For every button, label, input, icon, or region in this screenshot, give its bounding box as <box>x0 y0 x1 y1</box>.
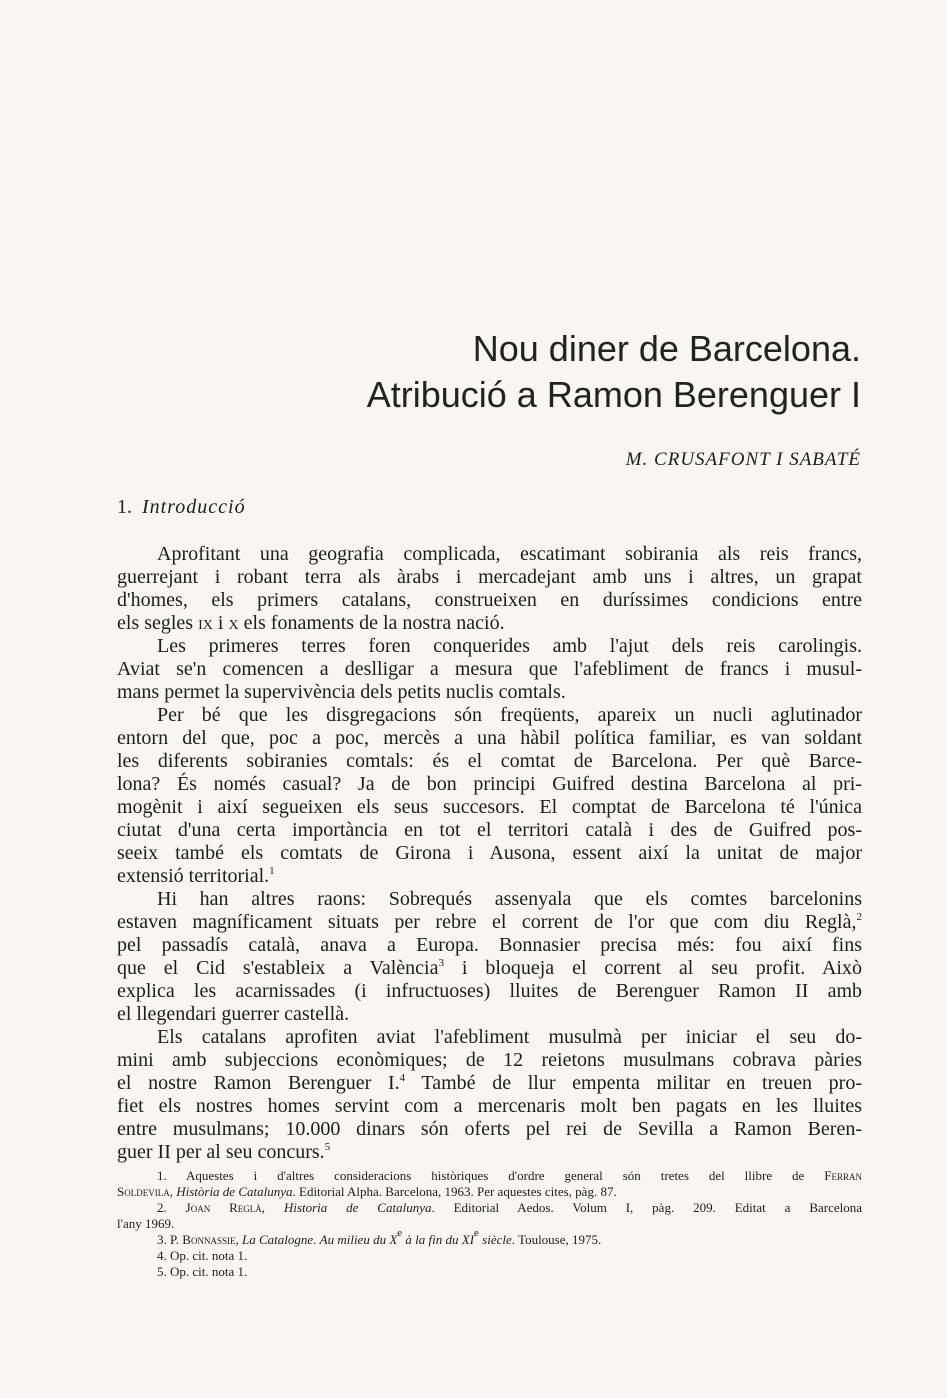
footnote-ref: 5 <box>324 1141 331 1153</box>
title-line-2: Atribució a Ramon Berenguer I <box>366 374 861 415</box>
footnote-1-cont: Soldevila, Història de Catalunya. Editorial Alpha. Barcelona, 1963. Per aquestes cites, pàg. 87. <box>117 1184 617 1199</box>
text-line: explica les acarnissades (i infructuoses) lluites de Berenguer Ramon II amb <box>117 980 862 1002</box>
text-line: seeix també els comtats de Girona i Ausona, essent així la unitat de major <box>117 842 862 864</box>
footnote-ref: 1 <box>269 865 275 877</box>
text-line: guer II per al seu concurs.$^5$ <box>117 1141 331 1163</box>
section-heading <box>117 496 246 519</box>
author-name: M. CRUSAFONT I SABATÉ <box>625 449 861 470</box>
text-line: Per bé que les disgregacions són freqüents, apareix un nucli aglutinador <box>157 704 862 726</box>
section-name: Introducció <box>142 496 246 518</box>
text-line: Aprofitant una geografia complicada, escatimant sobirania als reis francs, <box>157 543 862 565</box>
text-line: mans permet la supervivència dels petits nuclis comtals. <box>117 681 566 703</box>
text-line: guerrejant i robant terra als àrabs i mercadejant amb uns i altres, un grapat <box>117 566 862 588</box>
footnote-2: 2. Joan Reglà, Historia de Catalunya. Editorial Aedos. Volum I, pàg. 209. Editat a Barcelona <box>157 1200 863 1215</box>
text-line: mini amb subjeccions econòmiques; de 12 reietons musulmans cobrava pàries <box>117 1049 862 1071</box>
footnote-2-cont: l'any 1969. <box>117 1216 175 1231</box>
text-line: Les primeres terres foren conquerides amb l'ajut dels reis carolingis. <box>157 635 862 657</box>
text-line: entorn del que, poc a poc, mercès a una hàbil política familiar, es van soldant <box>117 727 862 749</box>
text-line: Hi han altres raons: Sobrequés assenyala que els comtes barcelonins <box>157 888 862 910</box>
text-line: el llegendari guerrer castellà. <box>117 1003 350 1025</box>
title-line-1: Nou diner de Barcelona. <box>472 328 861 369</box>
footnote-ref: 3 <box>438 957 444 969</box>
text-line: extensió territorial.$^1$ <box>117 865 275 887</box>
footnote-5: 5. Op. cit. nota 1. <box>157 1264 248 1279</box>
text-line: d'homes, els primers catalans, construeixen en duríssimes condicions entre <box>117 589 862 611</box>
footnote-4: 4. Op. cit. nota 1. <box>157 1248 248 1263</box>
article-title <box>367 326 861 418</box>
text-line: Els catalans aprofiten aviat l'afebliment musulmà per iniciar el seu do- <box>157 1026 862 1048</box>
text-line: les diferents sobiranies comtals: és el comtat de Barcelona. Per què Barce- <box>117 750 862 772</box>
text-line: lona? És només casual? Ja de bon principi Guifred destina Barcelona al pri- <box>117 773 862 795</box>
text-line: mogènit i així segueixen els seus succesors. El comptat de Barcelona té l'única <box>117 796 862 818</box>
footnote-3: 3. P. Bonnassie, La Catalogne. Au milieu du Xe à la fin du XIe siècle. Toulouse, 1975. <box>157 1227 602 1247</box>
text-line: estaven magníficament situats per rebre el corrent de l'or que com diu Reglà,$^2$ <box>117 911 862 933</box>
text-line: pel passadís català, anava a Europa. Bonnasier precisa més: fou així fins <box>117 934 862 956</box>
footnote-1: 1. Aquestes i d'altres consideracions històriques d'ordre general són tretes del llibre de Ferran <box>157 1168 862 1183</box>
footnotes <box>117 1168 862 1280</box>
body-text <box>117 543 862 1164</box>
footnote-ref: 2 <box>856 911 862 923</box>
text-line: el nostre Ramon Berenguer I.$^4$ També de llur empenta militar en treuen pro- <box>117 1072 862 1094</box>
text-line: entre musulmans; 10.000 dinars són oferts pel rei de Sevilla a Ramon Beren- <box>117 1118 862 1140</box>
text-line: fiet els nostres homes servint com a mercenaris molt ben pagats en les lluites <box>117 1095 862 1117</box>
text-line: que el Cid s'estableix a València$^3$ i bloqueja el corrent al seu profit. Això <box>117 957 862 979</box>
footnote-ref: 4 <box>399 1072 406 1084</box>
text-line: Aviat se'n comencen a deslligar a mesura que l'afebliment de francs i musul- <box>117 658 862 680</box>
text-line: els segles ix i x els fonaments de la nostra nació. <box>117 612 505 634</box>
section-number: 1. <box>117 496 132 518</box>
text-line: ciutat d'una certa importància en tot el territori català i des de Guifred pos- <box>117 819 862 841</box>
